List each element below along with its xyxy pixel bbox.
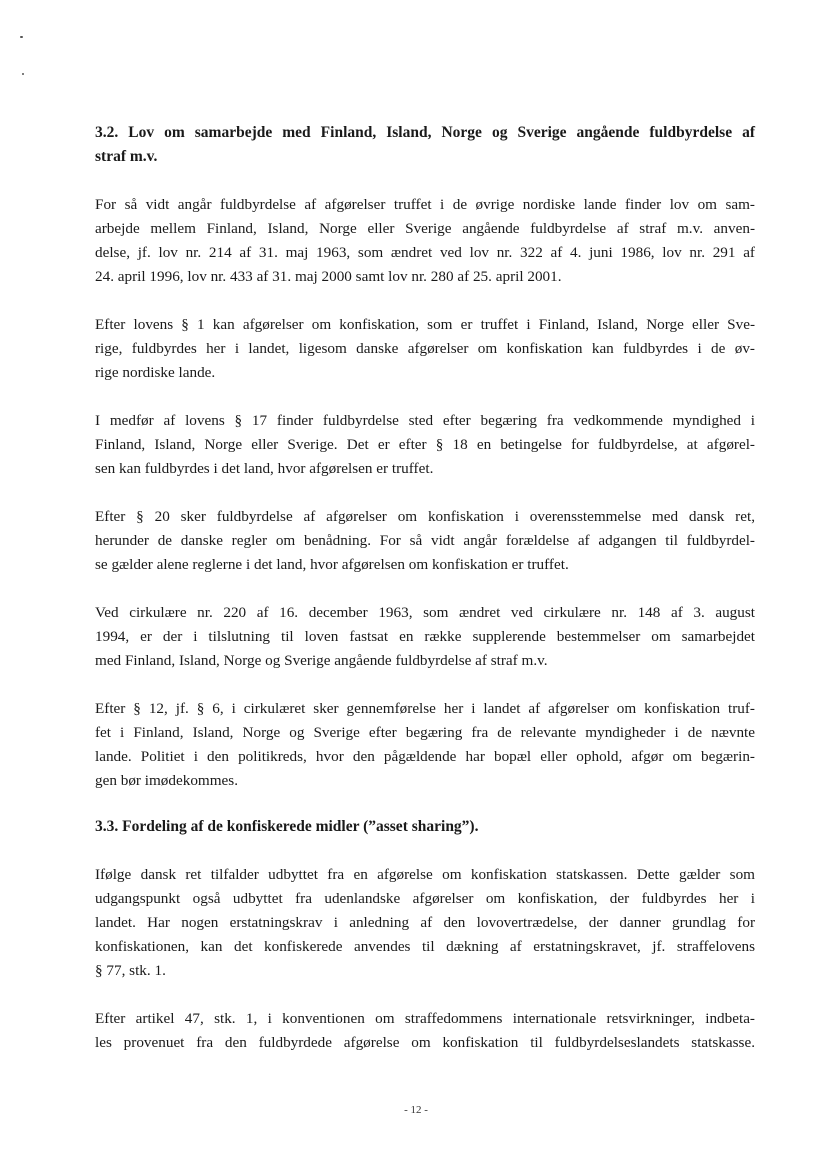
text-line: rige, fuldbyrdes her i landet, ligesom danske afgørelser om konfiskation kan fuldbyrdes i de øv- xyxy=(95,340,755,357)
paragraph-section-20 xyxy=(95,505,755,577)
section-heading-3-2 xyxy=(95,121,755,169)
paragraph-danish-law xyxy=(95,863,755,983)
text-line: landet. Har nogen erstatningskrav i anledning af den lovovertrædelse, der danner grundlag for xyxy=(95,914,755,931)
text-line: Ifølge dansk ret tilfalder udbyttet fra en afgørelse om konfiskation statskassen. Dette gælder som xyxy=(95,866,755,883)
text-line: sen kan fuldbyrdes i det land, hvor afgørelsen er truffet. xyxy=(95,460,434,477)
text-line: lande. Politiet i den politikreds, hvor den pågældende har bopæl eller ophold, afgør om begærin- xyxy=(95,748,755,765)
paragraph-section-17 xyxy=(95,409,755,481)
text-line: Efter lovens § 1 kan afgørelser om konfiskation, som er truffet i Finland, Island, Norge eller Sve- xyxy=(95,316,755,333)
paragraph-circular-220 xyxy=(95,601,755,673)
heading-line: 3.3. Fordeling af de konfiskerede midler (”asset sharing”). xyxy=(95,818,479,835)
text-line: delse, jf. lov nr. 214 af 31. maj 1963, som ændret ved lov nr. 322 af 4. juni 1986, lov nr. 291 af xyxy=(95,244,755,261)
text-line: § 77, stk. 1. xyxy=(95,962,166,979)
text-line: Efter artikel 47, stk. 1, i konventionen om straffedommens internationale retsvirkninger, indbeta- xyxy=(95,1010,755,1027)
paragraph-article-47 xyxy=(95,1007,755,1055)
scan-speck-left xyxy=(22,73,24,75)
text-line: I medfør af lovens § 17 finder fuldbyrdelse sted efter begæring fra vedkommende myndighed i xyxy=(95,412,755,429)
heading-line: 3.2. Lov om samarbejde med Finland, Island, Norge og Sverige angående fuldbyrdelse af xyxy=(95,124,755,141)
text-line: 24. april 1996, lov nr. 433 af 31. maj 2000 samt lov nr. 280 af 25. april 2001. xyxy=(95,268,562,285)
text-line: Efter § 20 sker fuldbyrdelse af afgørelser om konfiskation i overensstemmelse med dansk ret, xyxy=(95,508,755,525)
text-line: konfiskationen, kan det konfiskerede anvendes til dækning af erstatningskravet, jf. straffelovens xyxy=(95,938,755,955)
text-line: arbejde mellem Finland, Island, Norge eller Sverige angående fuldbyrdelse af straf m.v. anven- xyxy=(95,220,755,237)
text-line: For så vidt angår fuldbyrdelse af afgørelser truffet i de øvrige nordiske lande finder lov om sam- xyxy=(95,196,755,213)
text-line: 1994, er der i tilslutning til loven fastsat en række supplerende bestemmelser om samarbejdet xyxy=(95,628,755,645)
text-line: les provenuet fra den fuldbyrdede afgørelse om konfiskation til fuldbyrdelseslandets statskasse. xyxy=(95,1034,755,1051)
text-line: fet i Finland, Island, Norge og Sverige efter begæring fra de relevante myndigheder i de nævnte xyxy=(95,724,755,741)
text-line: Efter § 12, jf. § 6, i cirkulæret sker gennemførelse her i landet af afgørelser om konfiskation truf- xyxy=(95,700,755,717)
text-line: Finland, Island, Norge eller Sverige. Det er efter § 18 en betingelse for fuldbyrdelse, at afgørel- xyxy=(95,436,755,453)
text-line: gen bør imødekommes. xyxy=(95,772,238,789)
section-heading-3-3 xyxy=(95,815,755,839)
text-line: se gælder alene reglerne i det land, hvor afgørelsen om konfiskation er truffet. xyxy=(95,556,569,573)
text-line: herunder de danske regler om benådning. For så vidt angår forældelse af adgangen til fuldbyrdel- xyxy=(95,532,755,549)
heading-line: straf m.v. xyxy=(95,148,158,165)
text-line: med Finland, Island, Norge og Sverige angående fuldbyrdelse af straf m.v. xyxy=(95,652,548,669)
text-line: Ved cirkulære nr. 220 af 16. december 1963, som ændret ved cirkulære nr. 148 af 3. august xyxy=(95,604,755,621)
text-line: rige nordiske lande. xyxy=(95,364,216,381)
paragraph-section-1 xyxy=(95,313,755,385)
document-body xyxy=(95,121,755,1055)
paragraph-section-12 xyxy=(95,697,755,793)
page-number: - 12 - xyxy=(404,1104,428,1116)
paragraph-nordic-law xyxy=(95,193,755,289)
scan-speck-top xyxy=(20,36,23,38)
text-line: udgangspunkt også udbyttet fra udenlandske afgørelser om konfiskation, der fuldbyrdes her i xyxy=(95,890,755,907)
